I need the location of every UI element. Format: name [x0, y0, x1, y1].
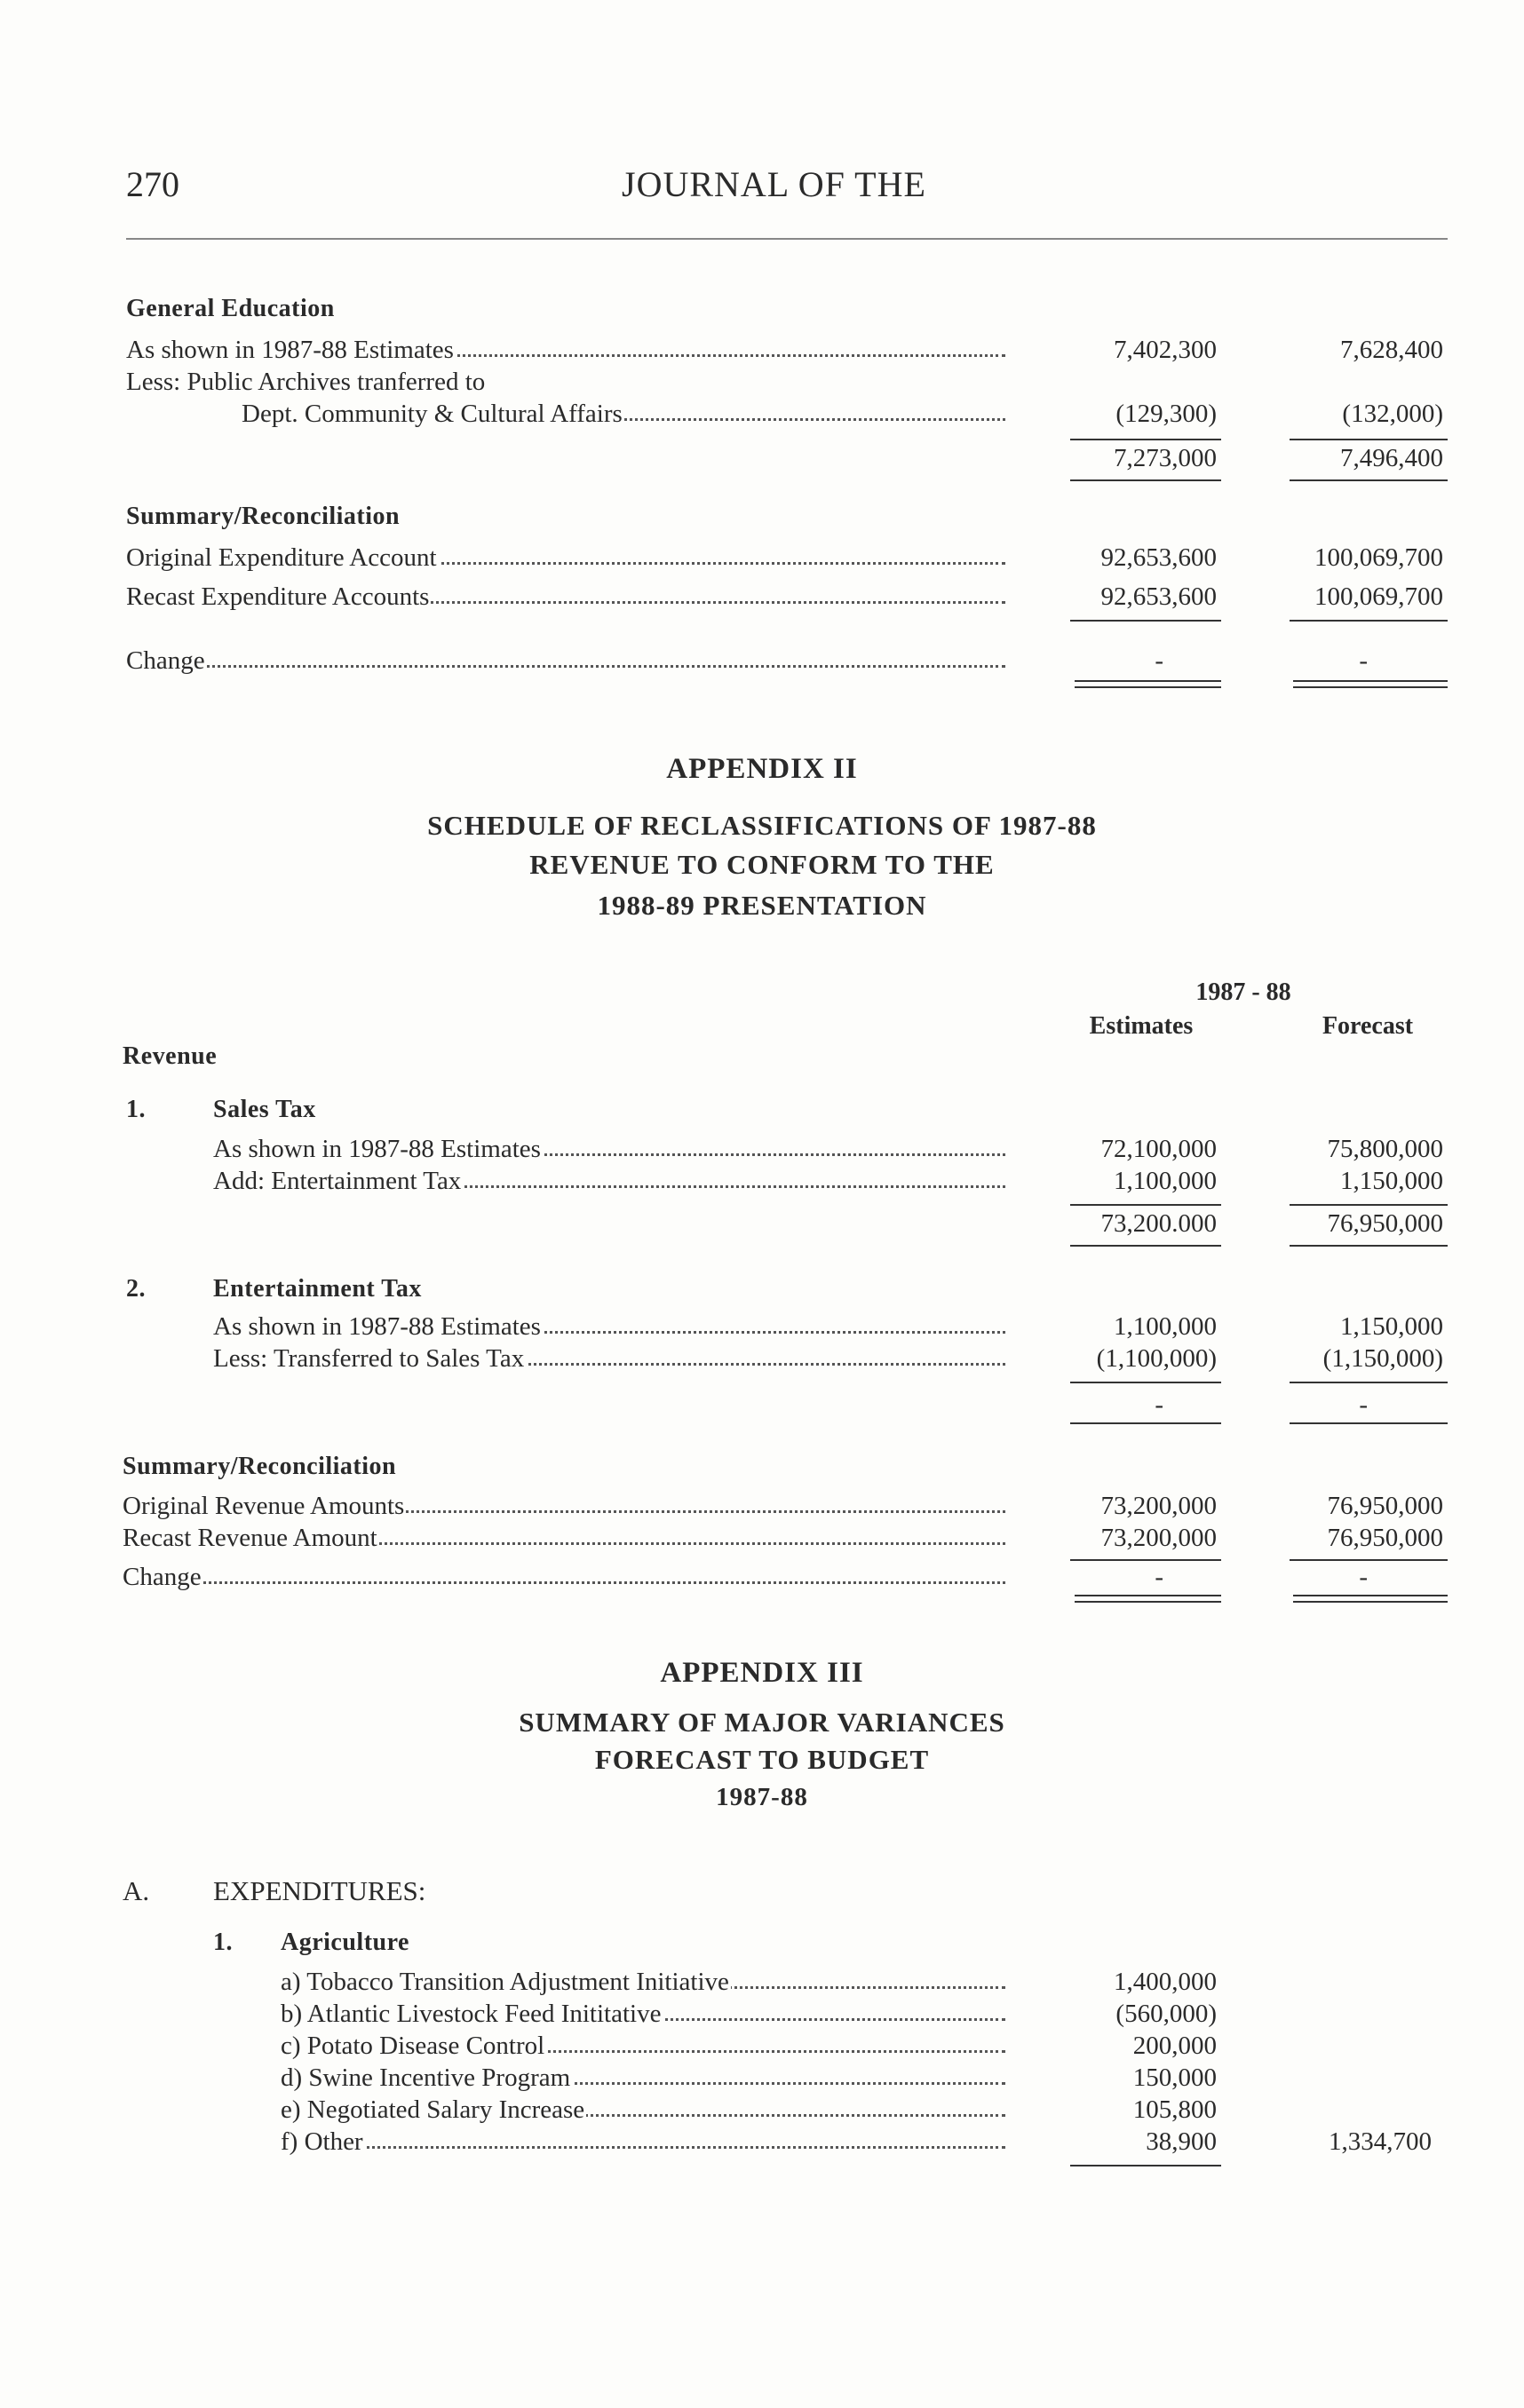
forecast-value: (132,000) [1342, 400, 1443, 428]
row-label: f) Other [281, 2127, 1005, 2157]
row-label: Change [123, 1563, 1005, 1592]
estimate-total: 7,273,000 [1114, 444, 1217, 472]
list-item [0, 1968, 1524, 2003]
subtotal-rule [1070, 1559, 1221, 1561]
section-heading [0, 1453, 1524, 1488]
row-label: As shown in 1987-88 Estimates [213, 1135, 1005, 1164]
variance-value: 1,400,000 [1114, 1968, 1217, 1996]
subtotal-rule [1070, 439, 1221, 440]
forecast-value: 100,069,700 [1314, 543, 1443, 572]
row-label: d) Swine Incentive Program [281, 2063, 1005, 2093]
section-heading [0, 1042, 1524, 1078]
appendix-title: APPENDIX III [660, 1657, 864, 1689]
page-number: 270 [126, 164, 179, 204]
row-label: As shown in 1987-88 Estimates [126, 336, 1005, 365]
column-header-forecast: Forecast [1322, 1012, 1414, 1040]
double-rule [1293, 1595, 1448, 1603]
variance-value: 200,000 [1132, 2032, 1217, 2060]
appendix-subtitle: FORECAST TO BUDGET [594, 1744, 930, 1775]
subtotal-rule [1290, 439, 1448, 440]
row-label: As shown in 1987-88 Estimates [213, 1312, 1005, 1342]
total-rule [1070, 1245, 1221, 1247]
list-item [0, 2095, 1524, 2131]
row-label: Original Revenue Amounts [123, 1492, 1005, 1521]
subtotal-rule [1290, 1204, 1448, 1206]
table-row [0, 1344, 1524, 1380]
estimate-value: 92,653,600 [1100, 582, 1217, 611]
list-item [0, 2127, 1524, 2163]
estimate-value: 73,200,000 [1100, 1524, 1217, 1552]
column-header-estimates: Estimates [1089, 1012, 1194, 1040]
table-row [0, 1492, 1524, 1527]
forecast-value: 76,950,000 [1327, 1492, 1443, 1520]
estimate-value: 1,100,000 [1114, 1167, 1217, 1195]
table-row [0, 1312, 1524, 1348]
subsection-heading [0, 1096, 1524, 1131]
appendix-subtitle: SUMMARY OF MAJOR VARIANCES [519, 1707, 1005, 1738]
table-row [0, 368, 1524, 403]
estimate-value: 73,200,000 [1100, 1492, 1217, 1520]
row-label: Recast Expenditure Accounts [126, 582, 1005, 612]
table-row [0, 1209, 1524, 1245]
forecast-value: 1,150,000 [1340, 1167, 1443, 1195]
revenue-heading: Revenue [123, 1042, 218, 1070]
estimate-total: - [1155, 1390, 1163, 1419]
forecast-value: - [1359, 1563, 1368, 1591]
list-item [0, 2000, 1524, 2035]
forecast-value: 75,800,000 [1327, 1135, 1443, 1163]
item-number: 1. [126, 1096, 146, 1123]
estimate-total: 73,200.000 [1100, 1209, 1217, 1238]
summary-heading: Summary/Reconciliation [126, 503, 401, 530]
forecast-total: 7,496,400 [1340, 444, 1443, 472]
header-rule [126, 238, 1448, 240]
row-label: Recast Revenue Amount [123, 1524, 1005, 1553]
double-rule [1293, 680, 1448, 688]
forecast-value: - [1359, 646, 1368, 675]
item-number: 1. [213, 1929, 233, 1956]
appendix-subtitle: REVENUE TO CONFORM TO THE [529, 849, 995, 880]
variance-value: 150,000 [1132, 2063, 1217, 2092]
subtotal-rule [1290, 1382, 1448, 1383]
double-rule [1075, 680, 1221, 688]
subtotal-rule [1290, 620, 1448, 622]
general-education-heading: General Education [126, 295, 335, 322]
row-label: Less: Public Archives tranferred to [126, 368, 486, 396]
estimate-value: 7,402,300 [1114, 336, 1217, 364]
agriculture-total: 1,334,700 [1329, 2127, 1432, 2156]
subsection-heading [0, 1275, 1524, 1311]
table-row [0, 543, 1524, 579]
expenditures-heading: EXPENDITURES: [213, 1875, 426, 1906]
row-label: Dept. Community & Cultural Affairs [242, 400, 1005, 429]
table-row [0, 1563, 1524, 1598]
subtotal-rule [1290, 1559, 1448, 1561]
entertainment-tax-heading: Entertainment Tax [213, 1275, 422, 1303]
row-label: a) Tobacco Transition Adjustment Initiative [281, 1968, 1005, 1997]
list-item [0, 2063, 1524, 2099]
forecast-total: 76,950,000 [1327, 1209, 1443, 1238]
variance-value: 105,800 [1132, 2095, 1217, 2124]
year-header: 1987 - 88 [1195, 978, 1291, 1006]
table-row [0, 336, 1524, 371]
appendix-subtitle: SCHEDULE OF RECLASSIFICATIONS OF 1987-88 [427, 810, 1097, 841]
table-row [0, 1167, 1524, 1202]
estimate-value: (129,300) [1115, 400, 1217, 428]
subtotal-rule [1070, 1204, 1221, 1206]
table-row [0, 646, 1524, 682]
row-label: e) Negotiated Salary Increase [281, 2095, 1005, 2125]
forecast-value: (1,150,000) [1322, 1344, 1443, 1373]
forecast-value: 76,950,000 [1327, 1524, 1443, 1552]
double-rule [1075, 1595, 1221, 1603]
forecast-value: 100,069,700 [1314, 582, 1443, 611]
list-item [0, 2032, 1524, 2067]
row-label: Less: Transferred to Sales Tax [213, 1344, 1005, 1374]
subtotal-rule [1070, 1382, 1221, 1383]
total-rule [1290, 479, 1448, 481]
total-rule [1290, 1245, 1448, 1247]
table-row [0, 582, 1524, 618]
table-row [0, 400, 1524, 435]
row-label: c) Potato Disease Control [281, 2032, 1005, 2061]
variance-value: 38,900 [1146, 2127, 1217, 2156]
subtotal-rule [1070, 620, 1221, 622]
total-rule [1070, 1422, 1221, 1424]
forecast-total: - [1359, 1390, 1368, 1419]
section-heading [0, 503, 1524, 538]
estimate-value: - [1155, 646, 1163, 675]
total-rule [1070, 479, 1221, 481]
section-heading [0, 295, 1524, 330]
forecast-value: 7,628,400 [1340, 336, 1443, 364]
row-label: Change [126, 646, 1005, 676]
sales-tax-heading: Sales Tax [213, 1096, 316, 1123]
page-header-title: JOURNAL OF THE [622, 164, 926, 204]
row-label: Add: Entertainment Tax [213, 1167, 1005, 1196]
row-label: b) Atlantic Livestock Feed Inititative [281, 2000, 1005, 2029]
appendix-subtitle: 1987-88 [716, 1783, 808, 1811]
subtotal-rule [1070, 2165, 1221, 2166]
subsection-heading [0, 1929, 1524, 1964]
total-rule [1290, 1422, 1448, 1424]
agriculture-heading: Agriculture [281, 1929, 409, 1956]
table-row [0, 1524, 1524, 1559]
item-number: 2. [126, 1275, 146, 1303]
table-row [0, 444, 1524, 479]
estimate-value: 92,653,600 [1100, 543, 1217, 572]
appendix-title: APPENDIX II [666, 753, 858, 785]
estimate-value: (1,100,000) [1096, 1344, 1217, 1373]
table-row [0, 1390, 1524, 1426]
estimate-value: 1,100,000 [1114, 1312, 1217, 1341]
summary-heading: Summary/Reconciliation [123, 1453, 397, 1480]
section-heading [0, 1875, 1524, 1911]
estimate-value: - [1155, 1563, 1163, 1591]
section-letter: A. [123, 1875, 150, 1906]
appendix-subtitle: 1988-89 PRESENTATION [597, 890, 927, 921]
variance-value: (560,000) [1115, 2000, 1217, 2028]
row-label: Original Expenditure Account [126, 543, 1005, 573]
table-row [0, 1135, 1524, 1170]
forecast-value: 1,150,000 [1340, 1312, 1443, 1341]
estimate-value: 72,100,000 [1100, 1135, 1217, 1163]
